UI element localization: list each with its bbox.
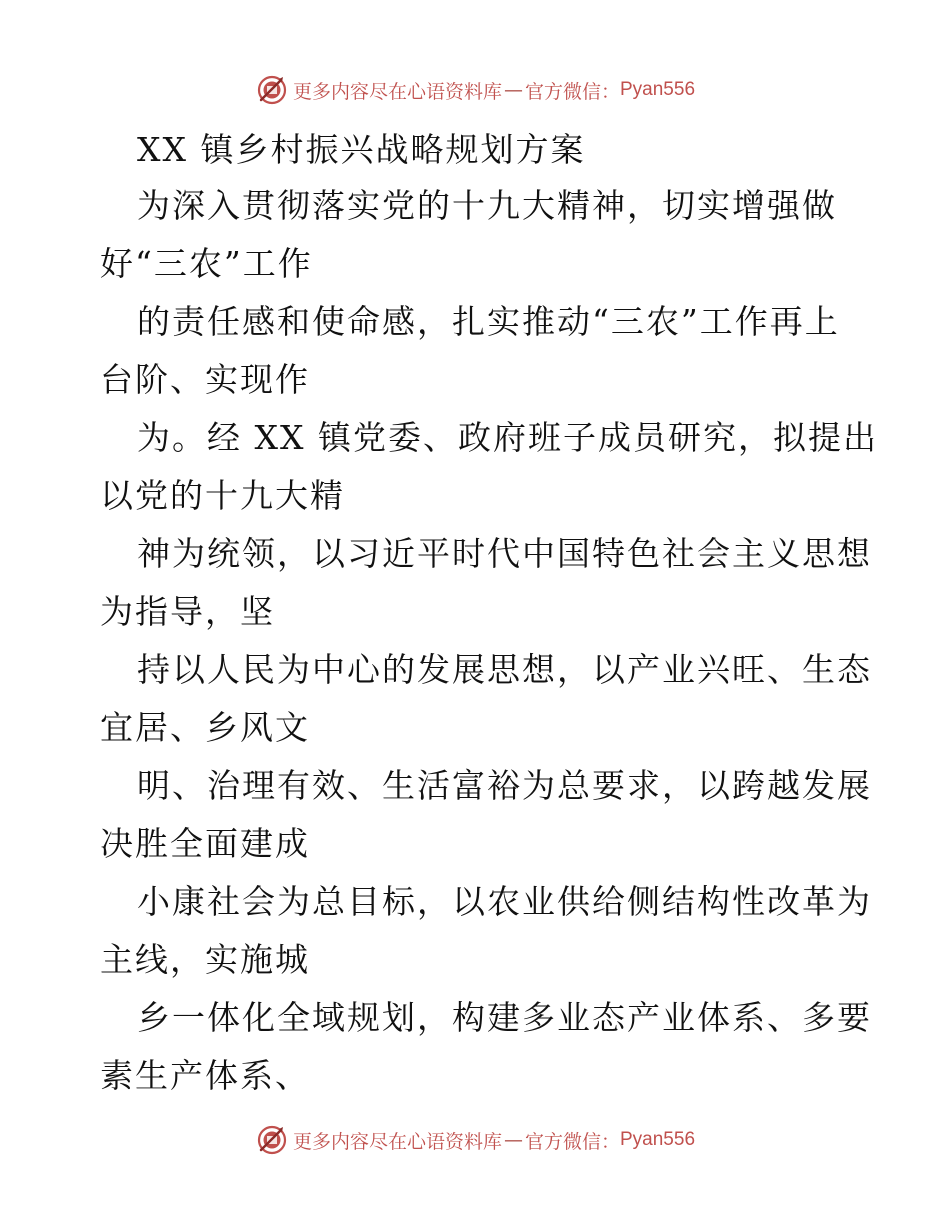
footer-site-text: 更多内容尽在心语资料库 bbox=[292, 1130, 502, 1153]
header-wechat-id: Pyan556 bbox=[620, 79, 696, 100]
body-line-8: 为指导，坚 bbox=[100, 592, 275, 631]
footer-banner bbox=[0, 1120, 950, 1160]
body-line-16: 素生产体系、 bbox=[100, 1056, 310, 1095]
body-line-3: 的责任感和使命感，扎实推动“三农”工作再上 bbox=[137, 302, 840, 341]
footer-wechat-id: Pyan556 bbox=[620, 1129, 696, 1150]
body-line-10: 宜居、乡风文 bbox=[100, 708, 310, 747]
body-line-6: 以党的十九大精 bbox=[100, 476, 345, 515]
header-dash: — bbox=[503, 79, 523, 101]
header-wechat-label: 官方微信： bbox=[524, 80, 620, 103]
document-title: XX 镇乡村振兴战略规划方案 bbox=[137, 130, 586, 169]
footer-wechat-label: 官方微信： bbox=[524, 1130, 620, 1153]
body-line-15: 乡一体化全域规划，构建多业态产业体系、多要 bbox=[137, 998, 872, 1037]
body-line-2: 好“三农”工作 bbox=[100, 244, 313, 283]
brand-logo-icon bbox=[255, 1123, 289, 1157]
body-line-14: 主线，实施城 bbox=[100, 940, 310, 979]
body-line-5: 为。经 XX 镇党委、政府班子成员研究，拟提出 bbox=[137, 418, 878, 457]
body-line-9: 持以人民为中心的发展思想，以产业兴旺、生态 bbox=[137, 650, 872, 689]
body-line-11: 明、治理有效、生活富裕为总要求，以跨越发展 bbox=[137, 766, 872, 805]
header-banner bbox=[0, 70, 950, 110]
body-line-12: 决胜全面建成 bbox=[100, 824, 310, 863]
body-line-1: 为深入贯彻落实党的十九大精神，切实增强做 bbox=[137, 186, 837, 225]
footer-dash: — bbox=[503, 1129, 523, 1151]
header-site-text: 更多内容尽在心语资料库 bbox=[292, 80, 502, 103]
body-line-7: 神为统领，以习近平时代中国特色社会主义思想 bbox=[137, 534, 872, 573]
body-line-4: 台阶、实现作 bbox=[100, 360, 310, 399]
body-line-13: 小康社会为总目标，以农业供给侧结构性改革为 bbox=[137, 882, 872, 921]
brand-logo-icon bbox=[255, 73, 289, 107]
